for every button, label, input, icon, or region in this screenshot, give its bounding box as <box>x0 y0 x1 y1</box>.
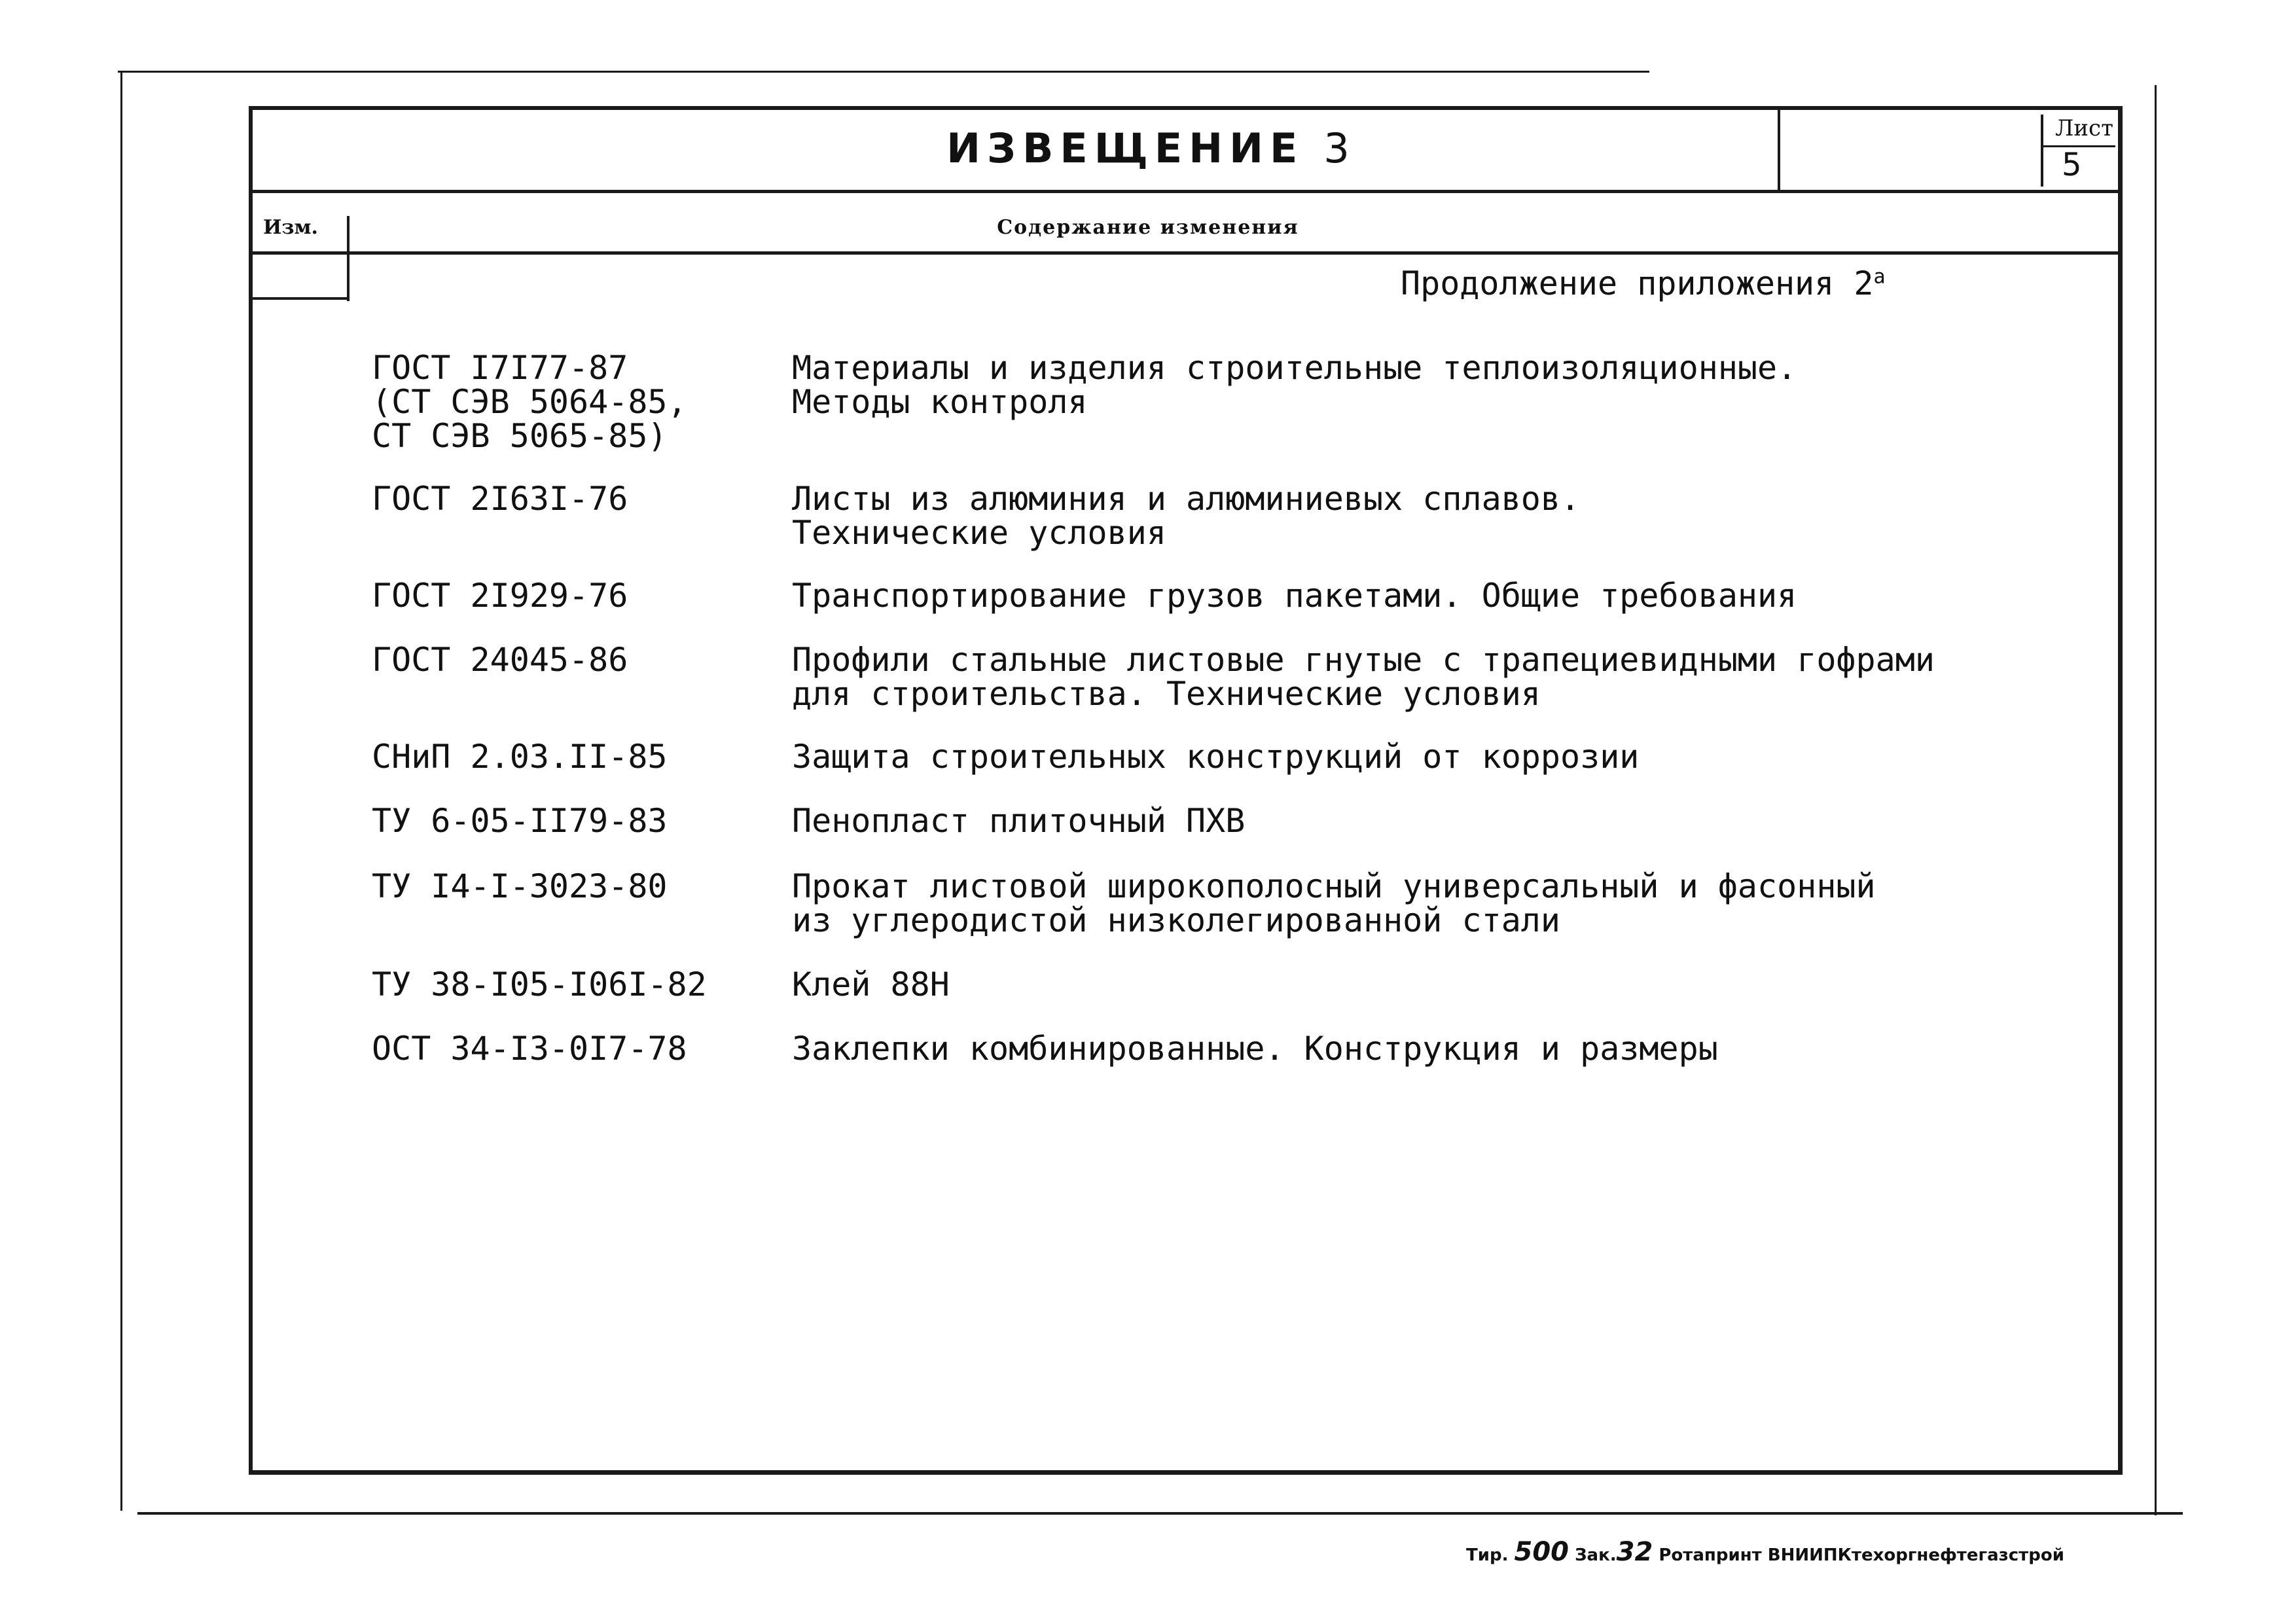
order-prefix: Зак. <box>1575 1545 1617 1565</box>
standard-code: СНиП 2.03.II-85 <box>372 738 668 776</box>
print-run-prefix: Тир. <box>1466 1545 1509 1565</box>
frame-right-border <box>2118 106 2123 1474</box>
sheet-label: Лист <box>2055 115 2113 141</box>
standard-code: ТУ 6-05-II79-83 <box>372 802 668 840</box>
notice-title <box>0 124 2296 172</box>
standard-description: Заклепки комбинированные. Конструкция и размеры <box>792 1030 1718 1068</box>
frame-left-border <box>249 106 253 1474</box>
standard-code: ГОСТ 24045-86 <box>372 641 628 679</box>
standard-code: ГОСТ 2I63I-76 <box>372 480 628 518</box>
top-margin-line <box>118 71 1649 73</box>
continuation-text: Продолжение приложения 2 <box>1401 264 1874 302</box>
print-run-copies: 500 <box>1514 1537 1570 1567</box>
standard-description: Защита строительных конструкций от коррозии <box>792 738 1640 776</box>
frame-top-border <box>249 106 2121 110</box>
bottom-margin-line <box>137 1512 2183 1515</box>
appendix-continuation <box>1401 264 1886 302</box>
continuation-suffix: а <box>1873 265 1886 289</box>
izm-cell-bottom <box>253 297 350 300</box>
izm-header: Изм. <box>263 216 318 239</box>
header-row-divider <box>249 251 2121 255</box>
print-imprint <box>1466 1537 2064 1567</box>
notice-number: 3 <box>1323 124 1350 172</box>
sheet-number: 5 <box>2062 147 2082 183</box>
standard-description: Листы из алюминия и алюминиевых сплавов. Технические условия <box>792 480 1581 552</box>
standard-description: Пенопласт плиточный ПХВ <box>792 802 1246 840</box>
title-row-divider <box>249 190 2121 193</box>
right-margin-line <box>2155 85 2157 1515</box>
standard-description: Транспортирование грузов пакетами. Общие требования <box>792 577 1797 615</box>
left-margin-line <box>120 71 122 1511</box>
frame-bottom-border <box>249 1470 2123 1475</box>
standard-code: ТУ 38-I05-I06I-82 <box>372 965 707 1003</box>
standard-code: ТУ I4-I-3023-80 <box>372 867 668 905</box>
standard-description: Клей 88Н <box>792 965 950 1003</box>
standard-code: ОСТ 34-I3-0I7-78 <box>372 1030 687 1068</box>
printer-name: Ротапринт ВНИИПКтехоргнефтегазстрой <box>1659 1545 2064 1565</box>
content-header: Содержание изменения <box>997 216 1299 239</box>
order-number: 32 <box>1616 1537 1653 1567</box>
standard-code: ГОСТ I7I77-87 (СТ СЭВ 5064-85, СТ СЭВ 5065-85) <box>372 349 687 455</box>
notice-title-text: ИЗВЕЩЕНИЕ <box>946 124 1304 172</box>
standard-description: Прокат листовой широкополосный универсальный и фасонный из углеродистой низколегированной стали <box>792 867 1876 939</box>
standard-description: Профили стальные листовые гнутые с трапециевидными гофрами для строительства. Технические условия <box>792 641 1935 713</box>
standard-description: Материалы и изделия строительные теплоизоляционные. Методы контроля <box>792 349 1797 421</box>
standard-code: ГОСТ 2I929-76 <box>372 577 628 615</box>
